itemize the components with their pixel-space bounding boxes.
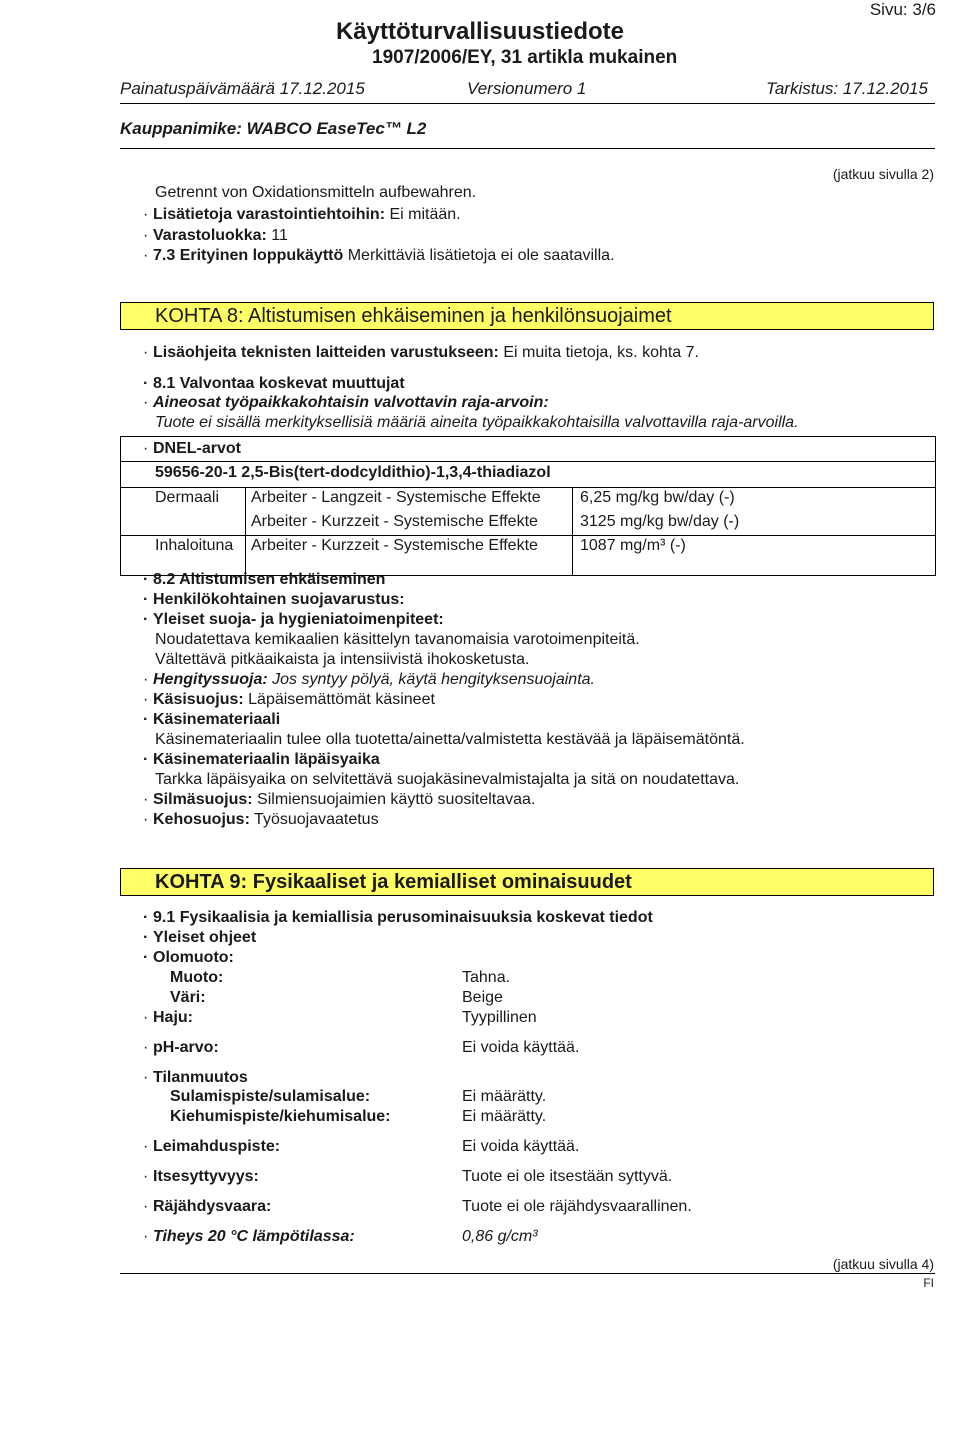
ph-value: Ei voida käyttää. xyxy=(462,1039,580,1056)
exposure-controls-heading: · 8.2 Altistumisen ehkäiseminen xyxy=(143,571,386,588)
respiratory-protection: · Hengityssuoja: Jos syntyy pölyä, käytä hengityksensuojainta. xyxy=(143,671,595,688)
document-subtitle: 1907/2006/EY, 31 artikla mukainen xyxy=(372,47,678,68)
density-value: 0,86 g/cm³ xyxy=(462,1228,538,1245)
flash-point-value: Ei voida käyttää. xyxy=(462,1138,580,1155)
body-protection: · Kehosuojus: Työsuojavaatetus xyxy=(143,811,379,828)
ignition-value: Tuote ei ole itsestään syttyvä. xyxy=(462,1168,673,1185)
storage-info: · Lisätietoja varastointiehtoihin: Ei mitään. xyxy=(143,206,461,223)
technical-measures: · Lisäohjeita teknisten laitteiden varustukseen: Ei muita tietoja, ks. kohta 7. xyxy=(143,344,699,361)
section-8-heading: KOHTA 8: Altistumisen ehkäiseminen ja henkilönsuojaimet xyxy=(120,302,934,330)
dnel-label: · DNEL-arvot xyxy=(143,440,242,457)
dnel-row-value: 3125 mg/kg bw/day (-) xyxy=(580,513,740,530)
dnel-row-divider xyxy=(121,535,935,536)
glove-material-text: Käsinemateriaalin tulee olla tuotetta/ainetta/valmistetta kestävää ja läpäisemätöntä. xyxy=(155,731,745,748)
continued-from-note: (jatkuu sivulla 2) xyxy=(832,166,934,182)
footer-divider xyxy=(120,1273,935,1274)
dnel-row-type: Arbeiter - Langzeit - Systemische Effekte xyxy=(251,489,541,506)
hygiene-line-2: Vältettävä pitkäaikaista ja intensiivistä ihokosketusta. xyxy=(155,651,530,668)
page-number: Sivu: 3/6 xyxy=(869,0,936,19)
print-date: Painatuspäivämäärä 17.12.2015 xyxy=(120,79,365,98)
odor-value: Tyypillinen xyxy=(462,1009,537,1026)
version-number: Versionumero 1 xyxy=(467,79,587,98)
melting-label: Sulamispiste/sulamisalue: xyxy=(170,1088,371,1105)
explosion-label: · Räjähdysvaara: xyxy=(143,1198,272,1215)
dnel-table xyxy=(120,436,936,576)
header-divider xyxy=(120,103,935,104)
eye-protection: · Silmäsuojus: Silmiensuojaimien käyttö suositeltavaa. xyxy=(143,791,536,808)
general-info-label: · Yleiset ohjeet xyxy=(143,929,257,946)
dnel-substance-divider xyxy=(121,487,935,488)
state-change-label: · Tilanmuutos xyxy=(143,1069,248,1086)
melting-value: Ei määrätty. xyxy=(462,1088,547,1105)
boiling-label: Kiehumispiste/kiehumisalue: xyxy=(170,1108,391,1125)
form-value: Tahna. xyxy=(462,969,511,986)
ignition-label: · Itsesyttyvyys: xyxy=(143,1168,259,1185)
continued-to-note: (jatkuu sivulla 4) xyxy=(832,1256,934,1272)
appearance-label: · Olomuoto: xyxy=(143,949,234,966)
dnel-row-route: Inhaloituna xyxy=(155,537,234,554)
penetration-time-text: Tarkka läpäisyaika on selvitettävä suojakäsinevalmistajalta ja sitä on noudatettava. xyxy=(155,771,740,788)
color-label: Väri: xyxy=(170,989,206,1006)
limit-values-text: Tuote ei sisällä merkityksellisiä määriä aineita työpaikkakohtaisilla valvottavilla raja-arvoilla. xyxy=(155,414,799,431)
document-title: Käyttöturvallisuustiedote xyxy=(335,18,625,45)
control-parameters-heading: · 8.1 Valvontaa koskevat muuttujat xyxy=(143,375,405,392)
dnel-title-divider xyxy=(121,461,935,462)
dnel-row-route: Dermaali xyxy=(155,489,220,506)
penetration-time-label: · Käsinemateriaalin läpäisyaika xyxy=(143,751,380,768)
dnel-row-value: 1087 mg/m³ (-) xyxy=(580,537,686,554)
dnel-row-type: Arbeiter - Kurzzeit - Systemische Effekte xyxy=(251,513,538,530)
dnel-col-divider-1 xyxy=(245,487,246,575)
odor-label: · Haju: xyxy=(143,1009,193,1026)
color-value: Beige xyxy=(462,989,503,1006)
section-9-heading: KOHTA 9: Fysikaaliset ja kemialliset ominaisuudet xyxy=(120,868,934,896)
trade-name-divider xyxy=(120,148,935,149)
dnel-row-value: 6,25 mg/kg bw/day (-) xyxy=(580,489,735,506)
specific-end-use: · 7.3 Erityinen loppukäyttö Merkittäviä lisätietoja ei ole saatavilla. xyxy=(143,247,615,264)
dnel-row-type: Arbeiter - Kurzzeit - Systemische Effekte xyxy=(251,537,538,554)
flash-point-label: · Leimahduspiste: xyxy=(143,1138,281,1155)
storage-line: Getrennt von Oxidationsmitteln aufbewahren. xyxy=(155,184,477,201)
dnel-substance: 59656-20-1 2,5-Bis(tert-dodcyldithio)-1,3,4-thiadiazol xyxy=(155,464,551,481)
boiling-value: Ei määrätty. xyxy=(462,1108,547,1125)
hand-protection: · Käsisuojus: Läpäisemättömät käsineet xyxy=(143,691,435,708)
form-label: Muoto: xyxy=(170,969,224,986)
hygiene-line-1: Noudatettava kemikaalien käsittelyn tavanomaisia varotoimenpiteitä. xyxy=(155,631,640,648)
dnel-col-divider-2 xyxy=(572,487,573,575)
storage-class: · Varastoluokka: 11 xyxy=(143,227,288,244)
ppe-label: · Henkilökohtainen suojavarustus: xyxy=(143,591,405,608)
limit-values-label: · Aineosat työpaikkakohtaisin valvottavin raja-arvoin: xyxy=(143,394,549,411)
density-label: · Tiheys 20 °C lämpötilassa: xyxy=(143,1228,355,1245)
explosion-value: Tuote ei ole räjähdysvaarallinen. xyxy=(462,1198,692,1215)
hygiene-label: · Yleiset suoja- ja hygieniatoimenpiteet: xyxy=(143,611,444,628)
revision-date: Tarkistus: 17.12.2015 xyxy=(766,79,928,98)
glove-material-label: · Käsinemateriaali xyxy=(143,711,281,728)
physical-properties-heading: · 9.1 Fysikaalisia ja kemiallisia perusominaisuuksia koskevat tiedot xyxy=(143,909,653,926)
language-code: FI xyxy=(923,1276,934,1290)
ph-label: · pH-arvo: xyxy=(143,1039,219,1056)
trade-name: Kauppanimike: WABCO EaseTec™ L2 xyxy=(120,119,427,138)
